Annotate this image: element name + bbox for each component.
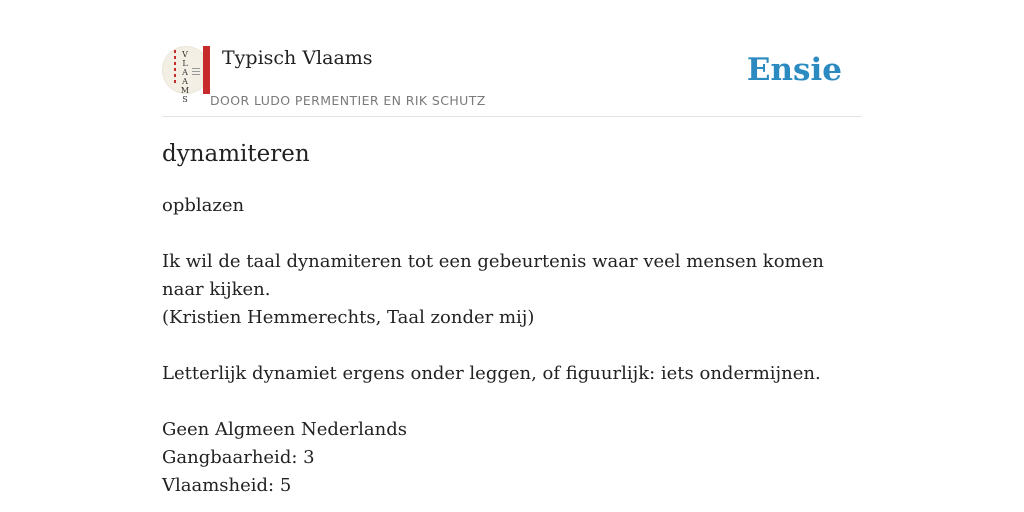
- cover-fine-print: [192, 68, 200, 76]
- entry-example-source: (Kristien Hemmerechts, Taal zonder mij): [162, 307, 535, 328]
- paragraph-gap: [162, 388, 852, 416]
- source-header: [162, 46, 862, 117]
- entry-gangbaarheid: Gangbaarheid: 3: [162, 447, 315, 468]
- entry-definition: opblazen: [162, 195, 245, 216]
- paragraph-gap: [162, 220, 852, 248]
- book-cover-thumbnail: [162, 46, 210, 104]
- ensie-logo[interactable]: Ensie: [746, 52, 842, 88]
- cover-red-strip: [203, 46, 210, 94]
- book-title[interactable]: Typisch Vlaams: [222, 47, 373, 69]
- entry-body: [162, 192, 852, 500]
- entry-standard-language: Geen Algmeen Nederlands: [162, 419, 407, 440]
- cover-red-dots: [174, 50, 176, 84]
- entry-example: Ik wil de taal dynamiteren tot een gebeurtenis waar veel mensen komen naar kijken.: [162, 251, 824, 300]
- entry-vlaamsheid: Vlaamsheid: 5: [162, 475, 292, 496]
- paragraph-gap: [162, 332, 852, 360]
- entry-term: dynamiteren: [162, 141, 310, 167]
- cover-lettering: V L A A M S: [180, 50, 190, 104]
- entry-explanation: Letterlijk dynamiet ergens onder leggen, of figuurlijk: iets ondermijnen.: [162, 363, 821, 384]
- book-authors: DOOR LUDO PERMENTIER EN RIK SCHUTZ: [210, 93, 486, 108]
